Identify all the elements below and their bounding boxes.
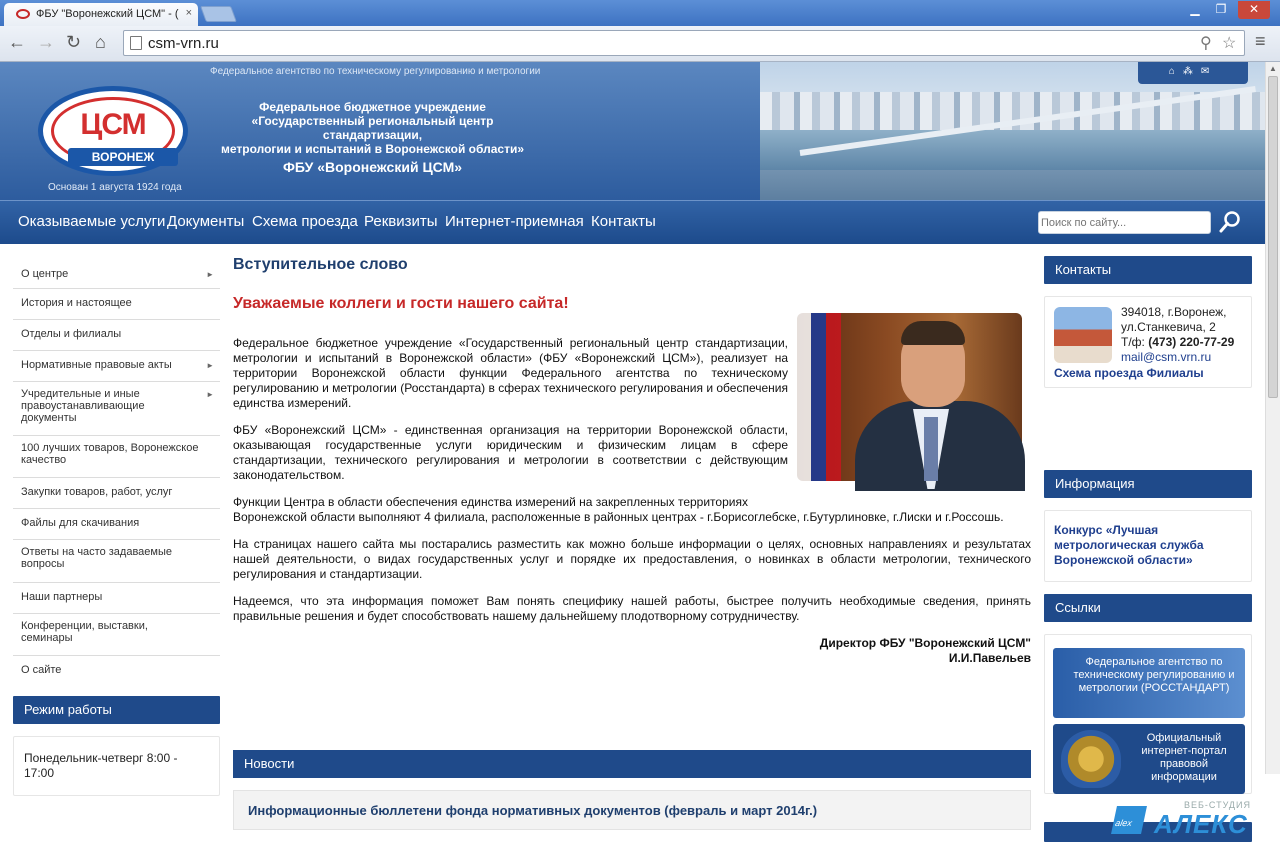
address-line-1: 394018, г.Воронеж, bbox=[1121, 305, 1227, 319]
org-line-1: Федеральное бюджетное учреждение bbox=[259, 100, 486, 114]
scroll-up-icon[interactable]: ▲ bbox=[1269, 64, 1277, 73]
nav-contacts[interactable]: Контакты bbox=[591, 213, 656, 230]
intro-paragraph-3b: Воронежской области выполняют 4 филиала, расположенные в районных центрах - г.Борисоглебске, г.Бутурлиновке, г.Лиски и г.Россошь. bbox=[233, 510, 1004, 524]
rosstandart-text: Федеральное агентство по техническому регулированию и метрологии (РОССТАНДАРТ) bbox=[1073, 656, 1235, 694]
legal-portal-banner[interactable] bbox=[1053, 724, 1245, 794]
sidebar-item-label: Учредительные и иные правоустанавливающие документы bbox=[21, 388, 145, 424]
intro-paragraph-4: На страницах нашего сайта мы постарались разместить как можно больше информации о целях, основных направлениях и результатах нашей деятельности, о видах государственных услуг и порядке их предоставления, о новинках в области метрологии, технического регулирования и стандартизации. bbox=[233, 537, 1031, 581]
greeting-heading: Уважаемые коллеги и гости нашего сайта! bbox=[233, 295, 569, 312]
scrollbar-thumb[interactable] bbox=[1268, 76, 1278, 398]
legal-portal-text: Официальный интернет-портал правовой информации bbox=[1141, 732, 1227, 783]
founded-text: Основан 1 августа 1924 года bbox=[48, 182, 182, 193]
page-title: Вступительное слово bbox=[233, 256, 408, 273]
org-line-3: метрологии и испытаний в Воронежской области» bbox=[220, 142, 525, 156]
sidebar-item-procurement[interactable] bbox=[13, 478, 220, 509]
director-title: Директор ФБУ "Воронежский ЦСМ" bbox=[819, 636, 1031, 650]
main-navigation bbox=[0, 200, 1265, 244]
sidebar-item-label: История и настоящее bbox=[21, 297, 132, 309]
logo-text: ЦСМ bbox=[80, 108, 146, 141]
search-icon[interactable] bbox=[1218, 210, 1242, 234]
info-header: Информация bbox=[1044, 470, 1252, 498]
work-hours-box bbox=[13, 736, 220, 796]
address-line-2: ул.Станкевича, 2 bbox=[1121, 320, 1216, 334]
sidebar-item-label: Нормативные правовые акты bbox=[21, 359, 172, 371]
news-header: Новости bbox=[233, 750, 1031, 778]
chevron-right-icon: ► bbox=[206, 390, 214, 399]
tab-close-icon[interactable]: × bbox=[185, 7, 192, 19]
sidebar-item-history[interactable] bbox=[13, 289, 220, 320]
sidebar-item-legal-acts[interactable] bbox=[13, 351, 220, 382]
building-photo bbox=[1054, 307, 1112, 363]
sidebar-item-label: Файлы для скачивания bbox=[21, 517, 140, 529]
sidebar-item-label: О сайте bbox=[21, 664, 62, 676]
sidebar-item-100-best[interactable] bbox=[13, 436, 220, 478]
studio-logo-icon bbox=[1111, 806, 1147, 834]
nav-reception[interactable]: Интернет-приемная bbox=[445, 213, 584, 230]
forward-icon[interactable]: → bbox=[37, 32, 55, 52]
tab-title: ФБУ "Воронежский ЦСМ" - ( bbox=[36, 8, 179, 20]
zoom-icon[interactable]: ⚲ bbox=[1200, 35, 1212, 52]
sidebar-item-label: Наши партнеры bbox=[21, 591, 103, 603]
links-header: Ссылки bbox=[1044, 594, 1252, 622]
hair-shape bbox=[901, 321, 965, 345]
nav-documents[interactable]: Документы bbox=[167, 213, 245, 230]
sidebar-item-founding-docs[interactable] bbox=[13, 382, 220, 436]
nav-services[interactable]: Оказываемые услуги bbox=[18, 213, 166, 230]
contest-link[interactable]: Конкурс «Лучшая метрологическая служба Воронежской области» bbox=[1054, 523, 1204, 567]
director-name: И.И.Павельев bbox=[948, 651, 1031, 665]
minimize-icon[interactable]: ▁ bbox=[1190, 2, 1200, 16]
intro-paragraph-2: ФБУ «Воронежский ЦСМ» - единственная организация на территории Воронежской области, оказывающая государственные услуги юридическим и физическим лицам в сфере стандартизации, технического регулирования и метрологии в соответствии с действующим законодательством. bbox=[233, 423, 788, 482]
links-box bbox=[1044, 634, 1252, 794]
news-item bbox=[233, 790, 1031, 830]
org-line-2: «Государственный региональный центр стандартизации, bbox=[251, 114, 494, 142]
browser-tab-strip bbox=[0, 0, 1280, 26]
sidebar-item-label: О центре bbox=[21, 268, 69, 280]
studio-prefix: alex bbox=[1114, 818, 1133, 828]
nav-directions[interactable]: Схема проезда bbox=[252, 213, 358, 230]
agency-tagline: Федеральное агентство по техническому регулированию и метрологии bbox=[210, 66, 541, 77]
sidebar-item-about-site[interactable] bbox=[13, 656, 220, 687]
new-tab-button[interactable] bbox=[200, 6, 237, 22]
maximize-icon[interactable]: ❐ bbox=[1215, 2, 1227, 16]
organization-title bbox=[205, 100, 540, 174]
bookmark-star-icon[interactable]: ☆ bbox=[1222, 35, 1237, 52]
work-hours-header: Режим работы bbox=[13, 696, 220, 724]
url-text: csm-vrn.ru bbox=[148, 35, 219, 52]
contacts-header: Контакты bbox=[1044, 256, 1252, 284]
sidebar-item-downloads[interactable] bbox=[13, 509, 220, 540]
sidebar-item-label: Конференции, выставки, семинары bbox=[21, 620, 148, 644]
sitemap-icon[interactable]: ⁂ bbox=[1182, 66, 1201, 77]
site-logo[interactable] bbox=[38, 86, 188, 176]
sidebar-item-faq[interactable] bbox=[13, 540, 220, 583]
home-icon[interactable]: ⌂ bbox=[1168, 66, 1183, 77]
page-icon bbox=[130, 36, 142, 50]
address-bar[interactable] bbox=[123, 30, 1245, 56]
sidebar-item-conferences[interactable] bbox=[13, 614, 220, 656]
chevron-right-icon: ► bbox=[206, 361, 214, 370]
home-button-icon[interactable]: ⌂ bbox=[95, 32, 106, 52]
news-item-link[interactable]: Информационные бюллетени фонда нормативных документов (февраль и март 2014г.) bbox=[248, 803, 818, 818]
favicon-icon bbox=[16, 9, 30, 19]
chevron-right-icon: ► bbox=[206, 270, 214, 279]
contact-details bbox=[1121, 305, 1234, 365]
sidebar-item-label: Закупки товаров, работ, услуг bbox=[21, 486, 173, 498]
info-box bbox=[1044, 510, 1252, 582]
sidebar-item-label: Ответы на часто задаваемые вопросы bbox=[21, 546, 172, 570]
sidebar-item-departments[interactable] bbox=[13, 320, 220, 351]
tie-shape bbox=[924, 417, 938, 481]
emblem-icon bbox=[1061, 730, 1121, 788]
studio-watermark bbox=[1110, 800, 1270, 839]
phone-label: Т/ф: bbox=[1121, 335, 1145, 349]
nav-requisites[interactable]: Реквизиты bbox=[364, 213, 438, 230]
org-short-name: ФБУ «Воронежский ЦСМ» bbox=[282, 159, 463, 175]
browser-toolbar bbox=[0, 26, 1280, 62]
sidebar-item-label: Отделы и филиалы bbox=[21, 328, 122, 340]
header-icon-bar bbox=[1138, 62, 1248, 84]
logo-inner-ring bbox=[51, 97, 175, 165]
email-link[interactable]: mail@csm.vrn.ru bbox=[1121, 350, 1212, 364]
site-header bbox=[0, 62, 1265, 200]
mail-icon[interactable]: ✉ bbox=[1200, 66, 1218, 77]
sidebar-item-label: 100 лучших товаров, Воронежское качество bbox=[21, 442, 199, 466]
logo-city: ВОРОНЕЖ bbox=[68, 148, 178, 166]
browser-tab[interactable] bbox=[4, 3, 198, 26]
page-scrollbar[interactable] bbox=[1265, 62, 1280, 774]
director-photo bbox=[797, 313, 1022, 481]
close-window-icon[interactable]: ✕ bbox=[1238, 1, 1270, 19]
rosstandart-banner[interactable] bbox=[1053, 648, 1245, 718]
sidebar-item-partners[interactable] bbox=[13, 583, 220, 614]
search-input[interactable] bbox=[1038, 211, 1211, 234]
work-hours-text: Понедельник-четверг 8:00 - 17:00 bbox=[24, 751, 178, 780]
reload-icon[interactable]: ↻ bbox=[66, 32, 82, 52]
studio-name: АЛЕКС bbox=[1154, 809, 1248, 839]
intro-paragraph-1: Федеральное бюджетное учреждение «Государственный региональный центр стандартизации, метрологии и испытаний в Воронежской области» (ФБУ «Воронежский ЦСМ»), реализует на территории Воронежской области функции Федерального агентства по техническому регулированию и метрологии (Росстандарта) в сферах технического регулирования и обеспечения единства измерений. bbox=[233, 336, 788, 410]
contacts-box bbox=[1044, 296, 1252, 388]
intro-paragraph-3a: Функции Центра в области обеспечения единства измерений на закрепленных территориях bbox=[233, 495, 748, 509]
phone-line bbox=[1121, 335, 1234, 350]
russian-flag-shape bbox=[797, 313, 841, 481]
phone-number: (473) 220-77-29 bbox=[1148, 335, 1235, 349]
intro-paragraph-5: Надеемся, что эта информация поможет Вам понять специфику нашей работы, быстрее получить необходимые сведения, принять правильные решения и будет способствовать нашему дальнейшему плодотворному сотрудничеству. bbox=[233, 594, 1031, 623]
website bbox=[0, 62, 1265, 839]
sidebar-item-about[interactable] bbox=[13, 258, 220, 289]
studio-label: ВЕБ-СТУДИЯ bbox=[1184, 800, 1251, 810]
back-icon[interactable]: ← bbox=[8, 32, 26, 52]
map-branches-link[interactable]: Схема проезда Филиалы bbox=[1054, 366, 1204, 380]
menu-icon[interactable]: ≡ bbox=[1255, 31, 1266, 51]
